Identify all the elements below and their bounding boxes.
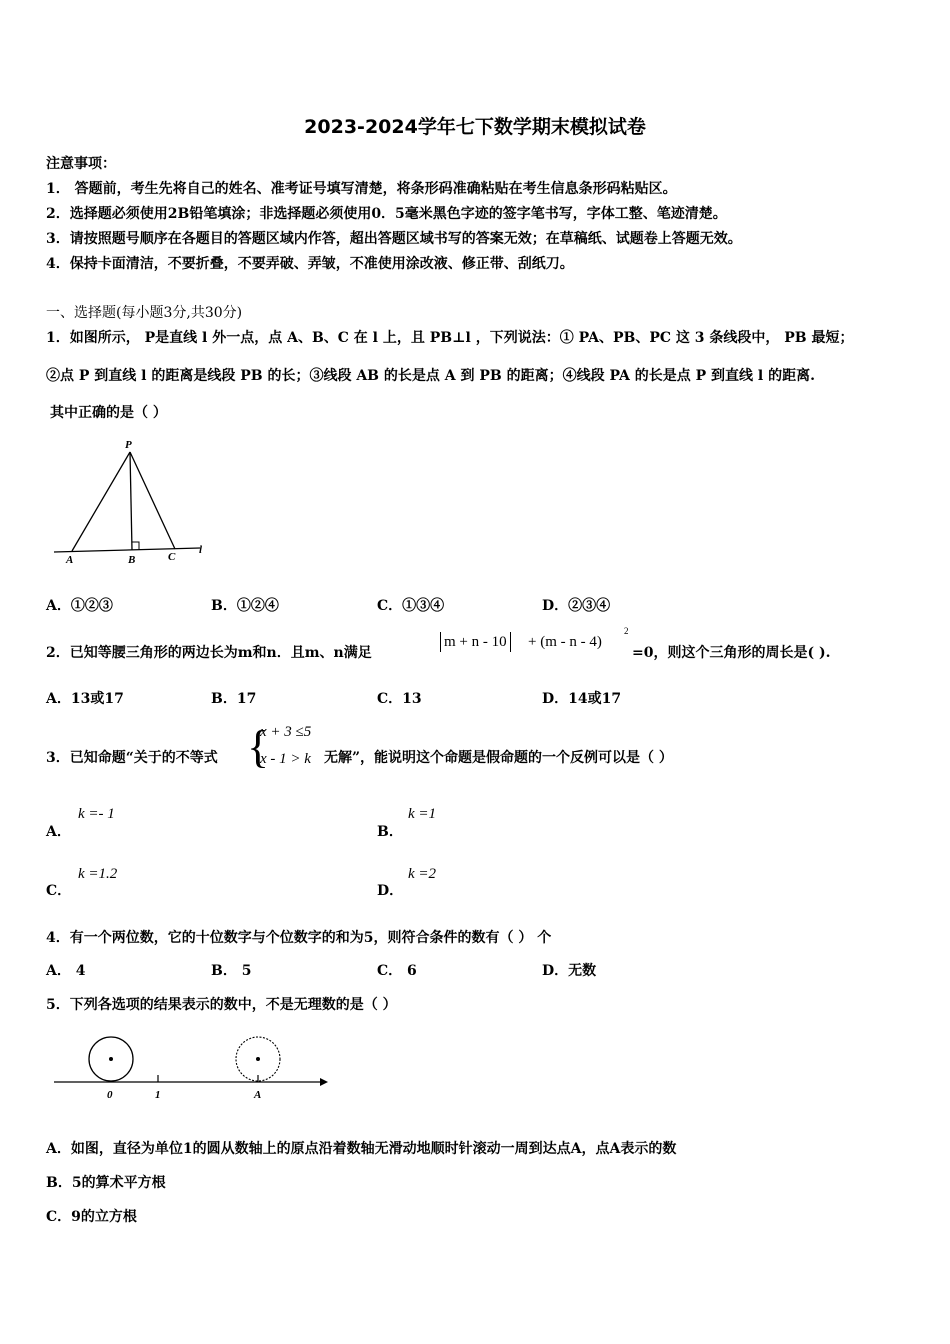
q1-option-d[interactable]: D．②③④ (542, 598, 611, 614)
q3-option-d-expr: k =2 (408, 866, 437, 882)
segment-PC (130, 452, 175, 549)
q3-inequality-2: x - 1 > k (260, 751, 311, 767)
q4-option-c[interactable]: C． 6 (377, 963, 417, 979)
q3-prefix: 3．已知命题“关于的不等式 (46, 750, 218, 766)
q5-option-a[interactable]: A．如图，直径为单位1的圆从数轴上的原点沿着数轴无滑动地顺时针滚动一周到达点A，点A表示的数 (46, 1141, 677, 1157)
q5-option-b[interactable]: B．5的算术平方根 (46, 1175, 166, 1191)
page-title: 2023-2024学年七下数学期末模拟试卷 (304, 116, 646, 138)
label-l: l (199, 544, 203, 556)
segment-PA (72, 452, 130, 551)
q2-option-a[interactable]: A．13或17 (46, 691, 124, 707)
q2-prefix: 2．已知等腰三角形的两边长为m和n．且m、n满足 (46, 645, 372, 661)
q3-option-b[interactable] (377, 821, 403, 841)
label-B: B (128, 554, 136, 566)
option-label: B． (377, 824, 403, 840)
arrow-head (320, 1078, 328, 1086)
q1-line2: ②点 P 到直线 l 的距离是线段 PB 的长；③线段 AB 的长是点 A 到 PB 的距离；④线段 PA 的长是点 P 到直线 l 的距离. (46, 368, 815, 384)
q3-option-c[interactable] (46, 880, 71, 900)
q5-number-line-figure (50, 1030, 340, 1105)
option-label: A． (46, 824, 71, 840)
line-l (54, 548, 200, 552)
section-heading: 一、选择题(每小题3分,共30分) (46, 305, 243, 321)
q2-suffix: =0，则这个三角形的周长是( ). (632, 645, 831, 661)
q1-option-c[interactable]: C．①③④ (377, 598, 445, 614)
q3-option-c-expr: k =1.2 (78, 866, 118, 882)
label-one: 1 (155, 1089, 161, 1101)
q2-option-d[interactable]: D．14或17 (542, 691, 622, 707)
notice-item-4: 4．保持卡面清洁，不要折叠，不要弄破、弄皱，不准使用涂改液、修正带、刮纸刀。 (46, 256, 574, 272)
q3-inequality-1: x + 3 ≤5 (260, 724, 312, 740)
q3-option-a[interactable] (46, 821, 71, 841)
label-C: C (168, 551, 176, 563)
q2-exponent: 2 (624, 626, 629, 636)
q5-text: 5．下列各选项的结果表示的数中，不是无理数的是（ ） (46, 997, 397, 1013)
circle-end-center (256, 1057, 260, 1061)
q4-text: 4．有一个两位数，它的十位数字与个位数字的和为5，则符合条件的数有（ ） 个 (46, 930, 552, 946)
system-brace: { (247, 721, 270, 772)
q2-square-expr: + (m - n - 4) (528, 634, 602, 650)
option-label: C． (46, 883, 72, 899)
notice-item-1: 1． 答题前，考生先将自己的姓名、准考证号填写清楚，将条形码准确粘贴在考生信息条形码粘贴区。 (46, 181, 677, 197)
q1-line3: 其中正确的是（ ） (50, 405, 167, 421)
q4-option-a[interactable]: A． 4 (46, 963, 86, 979)
q2-abs-expr: m + n - 10 (440, 632, 511, 652)
right-angle-mark (132, 542, 139, 550)
notice-heading: 注意事项： (46, 156, 116, 172)
q2-option-c[interactable]: C．13 (377, 691, 422, 707)
q3-option-d[interactable] (377, 880, 403, 900)
option-label: D． (377, 883, 404, 899)
q2-option-b[interactable]: B．17 (211, 691, 257, 707)
q3-option-b-expr: k =1 (408, 806, 437, 822)
q1-line1: 1．如图所示， P是直线 l 外一点，点 A、B、C 在 l 上，且 PB⊥l ，下列说法：① PA、PB、PC 这 3 条线段中， PB 最短； (46, 330, 854, 346)
q4-option-d[interactable]: D．无数 (542, 963, 597, 979)
segment-PB (130, 452, 132, 550)
label-point-a: A (254, 1089, 262, 1101)
q3-suffix: 无解”，能说明这个命题是假命题的一个反例可以是（ ） (324, 750, 673, 766)
circle-start-center (109, 1057, 113, 1061)
q3-option-a-expr: k =- 1 (78, 806, 115, 822)
label-P: P (125, 439, 132, 451)
label-zero: 0 (107, 1089, 113, 1101)
notice-item-2: 2．选择题必须使用2B铅笔填涂；非选择题必须使用0．5毫米黑色字迹的签字笔书写，字体工整、笔迹清楚。 (46, 206, 727, 222)
q1-figure (50, 438, 220, 568)
label-A: A (66, 554, 74, 566)
q1-option-b[interactable]: B．①②④ (211, 598, 279, 614)
notice-item-3: 3．请按照题号顺序在各题目的答题区域内作答，超出答题区域书写的答案无效；在草稿纸、试题卷上答题无效。 (46, 231, 742, 247)
q4-option-b[interactable]: B． 5 (211, 963, 252, 979)
q5-option-c[interactable]: C．9的立方根 (46, 1209, 137, 1225)
q1-option-a[interactable]: A．①②③ (46, 598, 113, 614)
